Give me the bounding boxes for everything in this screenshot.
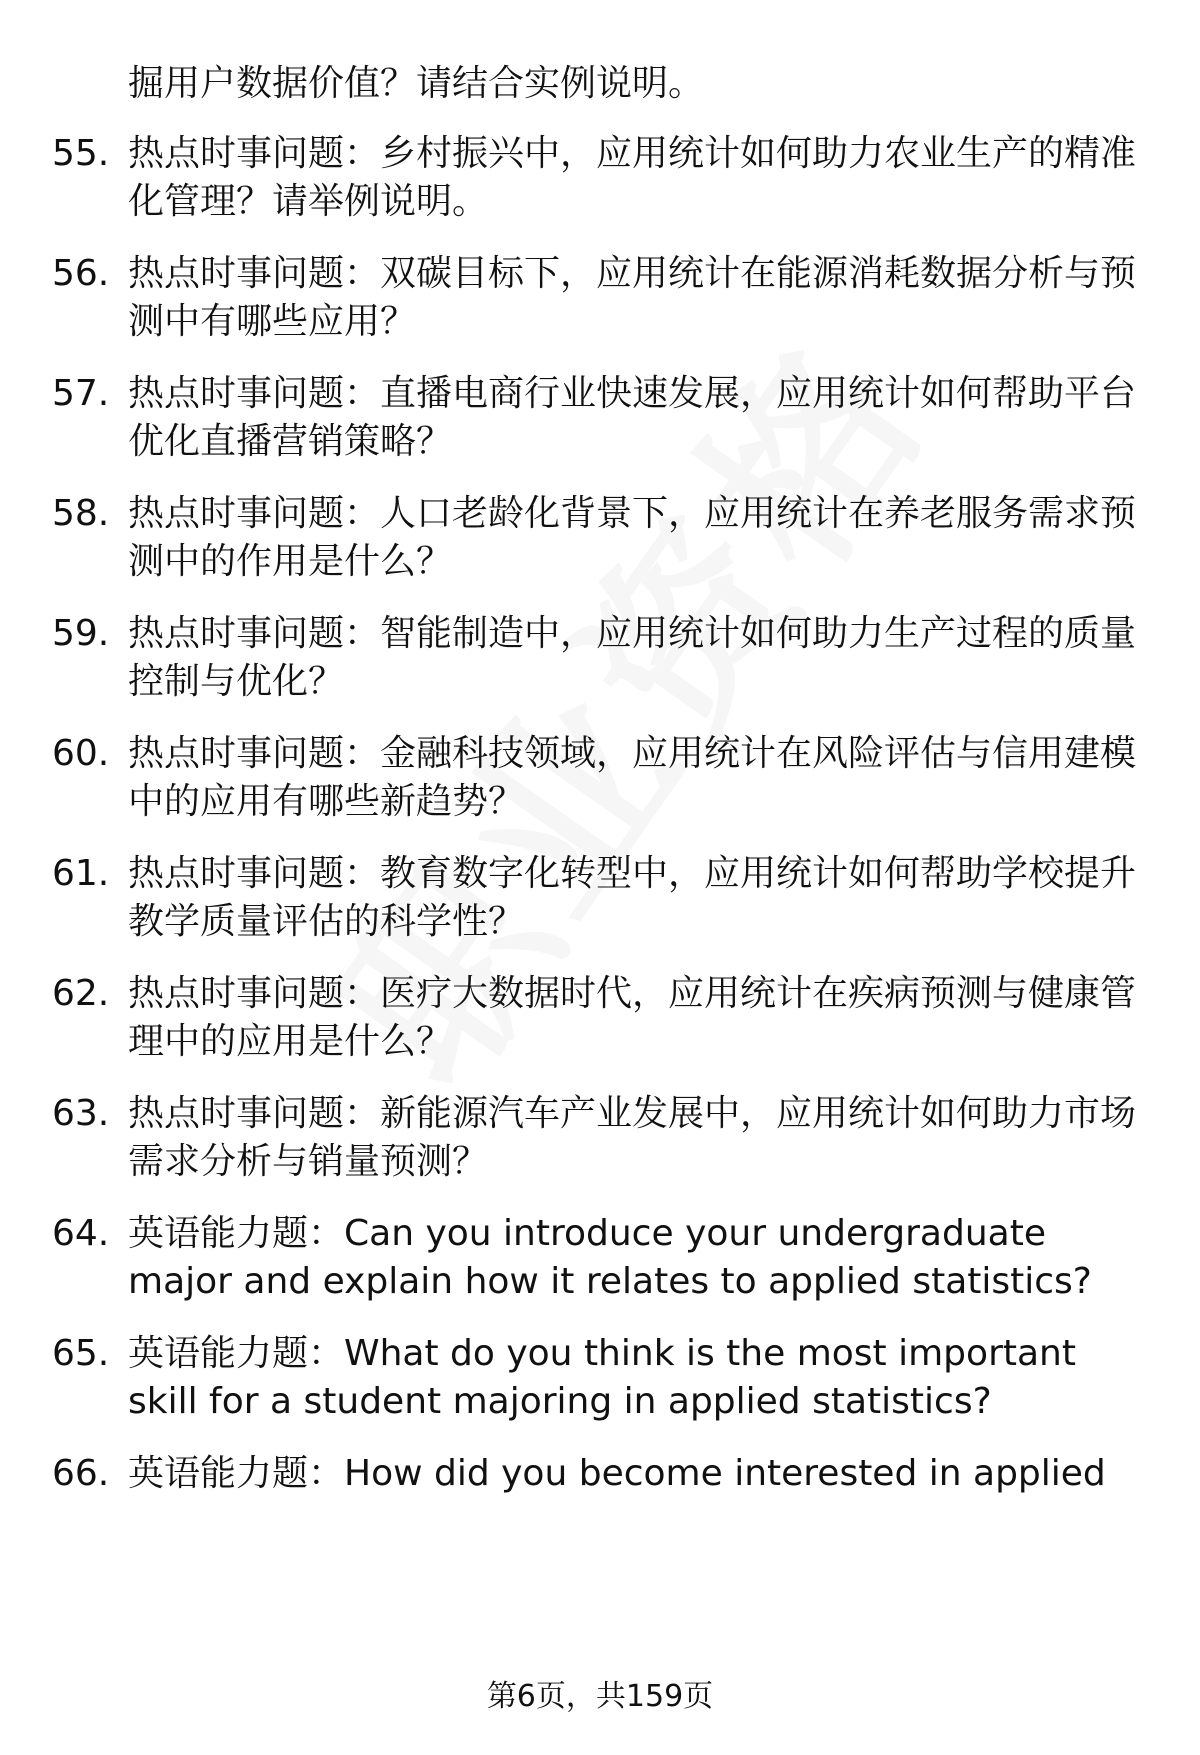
question-number: 60. [52,733,110,774]
question-number: 65. [52,1333,110,1374]
continuation-text: 掘用户数据价值？请结合实例说明。 [128,63,705,104]
question-number: 63. [52,1093,110,1134]
question-text: 热点时事问题：直播电商行业快速发展，应用统计如何帮助平台优化直播营销策略？ [128,373,1137,462]
question-text: 热点时事问题：人口老龄化背景下，应用统计在养老服务需求预测中的作用是什么？ [128,493,1137,582]
question-number: 62. [52,973,110,1014]
question-number: 66. [52,1453,110,1494]
question-number: 59. [52,613,110,654]
question-text: 英语能力题：What do you think is the most important skill for a student majoring in applied statistics? [128,1333,1076,1422]
question-text: 英语能力题：How did you become interested in applied [128,1453,1106,1494]
question-text: 英语能力题：Can you introduce your undergraduate major and explain how it relates to applied statistics? [128,1213,1092,1302]
question-number: 64. [52,1213,110,1254]
question-text: 热点时事问题：乡村振兴中，应用统计如何助力农业生产的精准化管理？请举例说明。 [128,133,1137,222]
question-text: 热点时事问题：新能源汽车产业发展中，应用统计如何助力市场需求分析与销量预测？ [128,1093,1137,1182]
question-number: 56. [52,253,110,294]
question-text: 热点时事问题：双碳目标下，应用统计在能源消耗数据分析与预测中有哪些应用？ [128,253,1137,342]
page-footer: 第6页，共159页 [486,1679,714,1714]
question-text: 热点时事问题：金融科技领域，应用统计在风险评估与信用建模中的应用有哪些新趋势？ [128,733,1137,822]
question-text: 热点时事问题：医疗大数据时代，应用统计在疾病预测与健康管理中的应用是什么？ [128,973,1137,1062]
question-number: 55. [52,133,110,174]
question-text: 热点时事问题：智能制造中，应用统计如何助力生产过程的质量控制与优化？ [128,613,1137,702]
question-number: 58. [52,493,110,534]
question-number: 57. [52,373,110,414]
question-text: 热点时事问题：教育数字化转型中，应用统计如何帮助学校提升教学质量评估的科学性？ [128,853,1137,942]
question-number: 61. [52,853,110,894]
